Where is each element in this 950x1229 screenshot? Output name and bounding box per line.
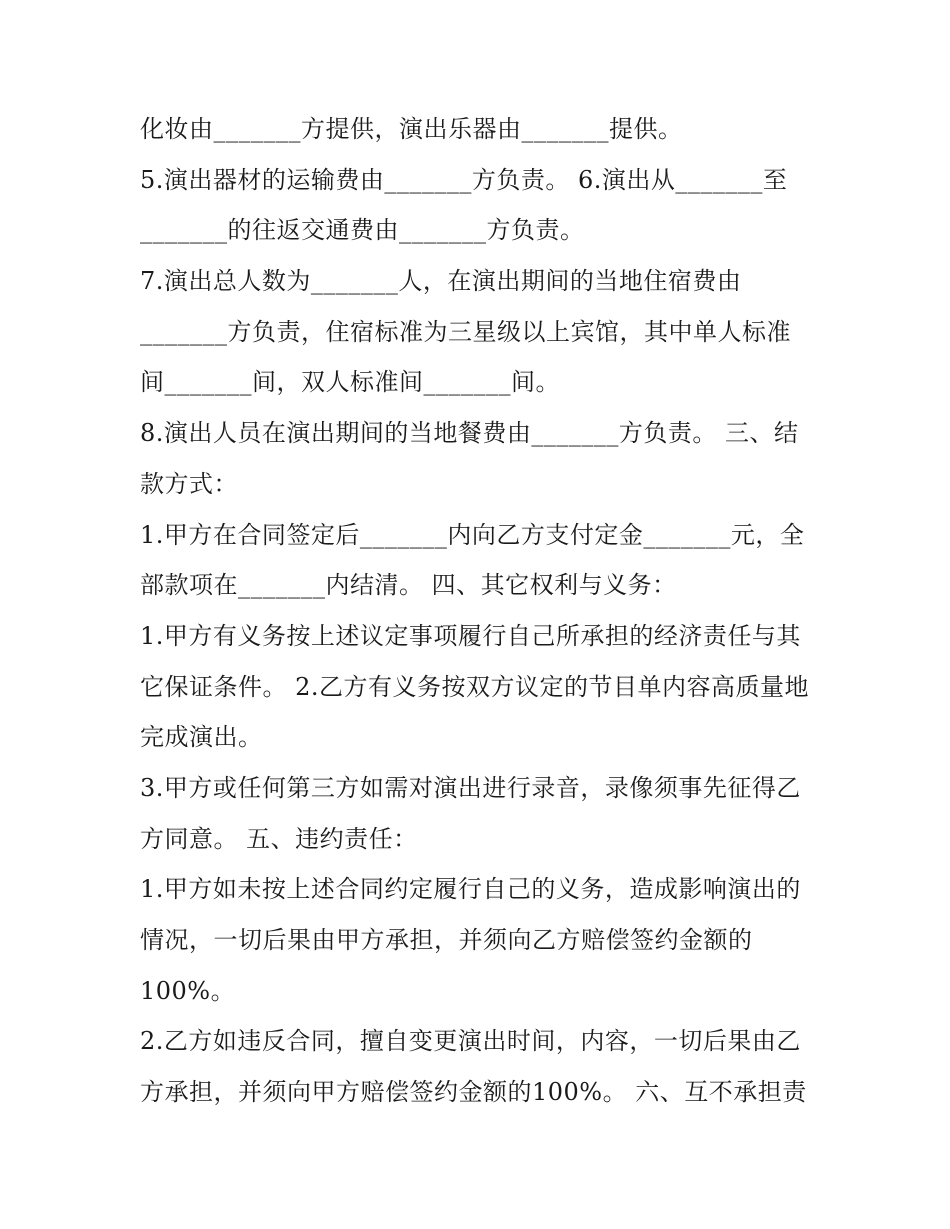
text-line: 5.演出器材的运输费由_______方负责。 6.演出从_______至 bbox=[140, 165, 788, 194]
text-line: 8.演出人员在演出期间的当地餐费由_______方负责。 三、结 bbox=[140, 419, 799, 448]
text-line: 7.演出总人数为_______人，在演出期间的当地住宿费由 bbox=[140, 267, 742, 296]
text-line: _______的往返交通费由_______方负责。 bbox=[140, 216, 585, 245]
text-line: 部款项在_______内结清。 四、其它权利与义务： bbox=[140, 571, 677, 600]
text-line: 1.甲方如未按上述合同约定履行自己的义务，造成影响演出的 bbox=[140, 875, 801, 904]
text-line: 1.甲方有义务按上述议定事项履行自己所承担的经济责任与其 bbox=[140, 621, 801, 650]
text-line: 方同意。 五、违约责任： bbox=[140, 824, 418, 853]
text-line: 间_______间，双人标准间_______间。 bbox=[140, 368, 560, 397]
text-line: 情况，一切后果由甲方承担，并须向乙方赔偿签约金额的 bbox=[140, 926, 753, 954]
text-line: 完成演出。 bbox=[140, 723, 263, 752]
text-line: 化妆由_______方提供，演出乐器由_______提供。 bbox=[140, 115, 683, 143]
text-line: 1.甲方在合同签定后_______内向乙方支付定金_______元，全 bbox=[140, 520, 805, 549]
text-line: 3.甲方或任何第三方如需对演出进行录音，录像须事先征得乙 bbox=[140, 773, 801, 802]
text-line: 方承担，并须向甲方赔偿签约金额的100%。 六、互不承担责 bbox=[140, 1078, 807, 1107]
text-line: 款方式： bbox=[140, 469, 238, 498]
text-line: _______方负责，住宿标准为三星级以上宾馆，其中单人标准 bbox=[140, 317, 791, 346]
document-body bbox=[140, 104, 820, 1118]
text-line: 100%。 bbox=[140, 976, 236, 1005]
text-line: 2.乙方如违反合同，擅自变更演出时间，内容，一切后果由乙 bbox=[140, 1027, 801, 1056]
text-line: 它保证条件。 2.乙方有义务按双方议定的节目单内容高质量地 bbox=[140, 672, 810, 701]
